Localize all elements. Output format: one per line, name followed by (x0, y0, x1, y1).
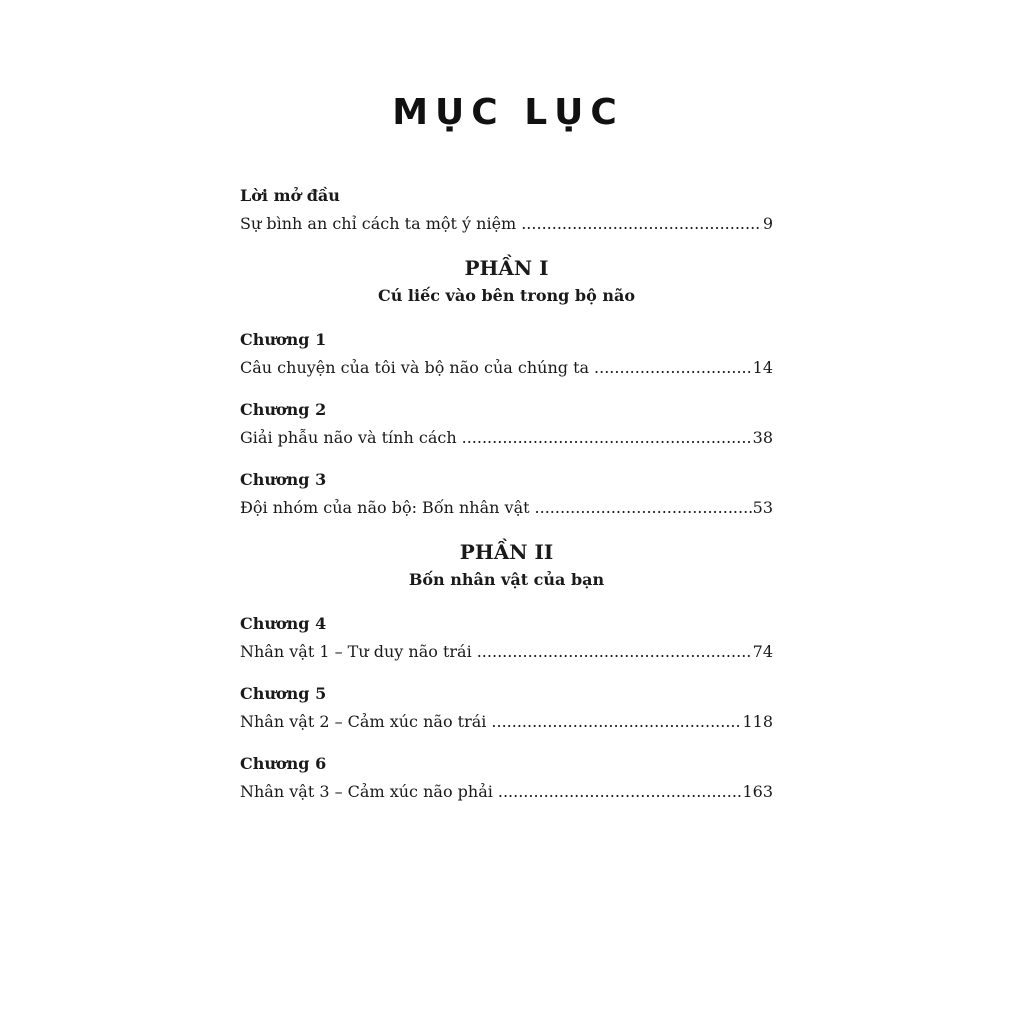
toc-row-intro[interactable] (240, 213, 773, 235)
page-number: 38 (752, 428, 773, 447)
chapter-label: Chương 6 (240, 754, 327, 773)
toc-row-chapter-3[interactable] (240, 497, 773, 519)
dot-leader (521, 213, 762, 235)
toc-row-chapter-1[interactable] (240, 357, 773, 379)
intro-label: Lời mở đầu (240, 186, 340, 205)
entry-title: Nhân vật 1 – Tư duy não trái (240, 642, 472, 661)
dot-leader (535, 497, 752, 519)
page-title: MỤC LỤC (392, 92, 624, 133)
toc-intro-entry (240, 185, 773, 235)
chapter-label: Chương 1 (240, 330, 327, 349)
chapter-label: Chương 3 (240, 470, 327, 489)
dot-leader (594, 357, 752, 379)
dot-leader (498, 781, 742, 803)
part-subtitle: Cú liếc vào bên trong bộ não (377, 286, 636, 305)
chapter-label: Chương 5 (240, 684, 327, 703)
part-heading-2 (240, 539, 773, 591)
entry-title: Câu chuyện của tôi và bộ não của chúng ta (240, 358, 590, 377)
toc-chapter-entry (240, 613, 773, 663)
toc-row-chapter-5[interactable] (240, 711, 773, 733)
page-number: 118 (742, 712, 773, 731)
page-number: 53 (752, 498, 773, 517)
toc-chapter-entry (240, 469, 773, 519)
table-of-contents (240, 185, 773, 823)
entry-title: Giải phẫu não và tính cách (240, 428, 457, 447)
page-number: 163 (742, 782, 773, 801)
toc-row-chapter-2[interactable] (240, 427, 773, 449)
part-title: PHẦN I (464, 256, 549, 280)
page-number: 74 (752, 642, 773, 661)
chapter-label: Chương 4 (240, 614, 327, 633)
entry-title: Nhân vật 2 – Cảm xúc não trái (240, 712, 487, 731)
dot-leader (491, 711, 741, 733)
entry-title: Nhân vật 3 – Cảm xúc não phải (240, 782, 493, 801)
toc-chapter-entry (240, 683, 773, 733)
dot-leader (477, 641, 752, 663)
entry-title: Đội nhóm của não bộ: Bốn nhân vật (240, 498, 530, 517)
toc-chapter-entry (240, 399, 773, 449)
toc-chapter-entry (240, 753, 773, 803)
toc-row-chapter-4[interactable] (240, 641, 773, 663)
part-heading-1 (240, 255, 773, 307)
chapter-label: Chương 2 (240, 400, 327, 419)
entry-title: Sự bình an chỉ cách ta một ý niệm (240, 214, 517, 233)
toc-chapter-entry (240, 329, 773, 379)
part-title: PHẦN II (459, 540, 554, 564)
part-subtitle: Bốn nhân vật của bạn (408, 570, 605, 589)
page-number: 9 (762, 214, 773, 233)
toc-row-chapter-6[interactable] (240, 781, 773, 803)
page-number: 14 (752, 358, 773, 377)
dot-leader (462, 427, 752, 449)
